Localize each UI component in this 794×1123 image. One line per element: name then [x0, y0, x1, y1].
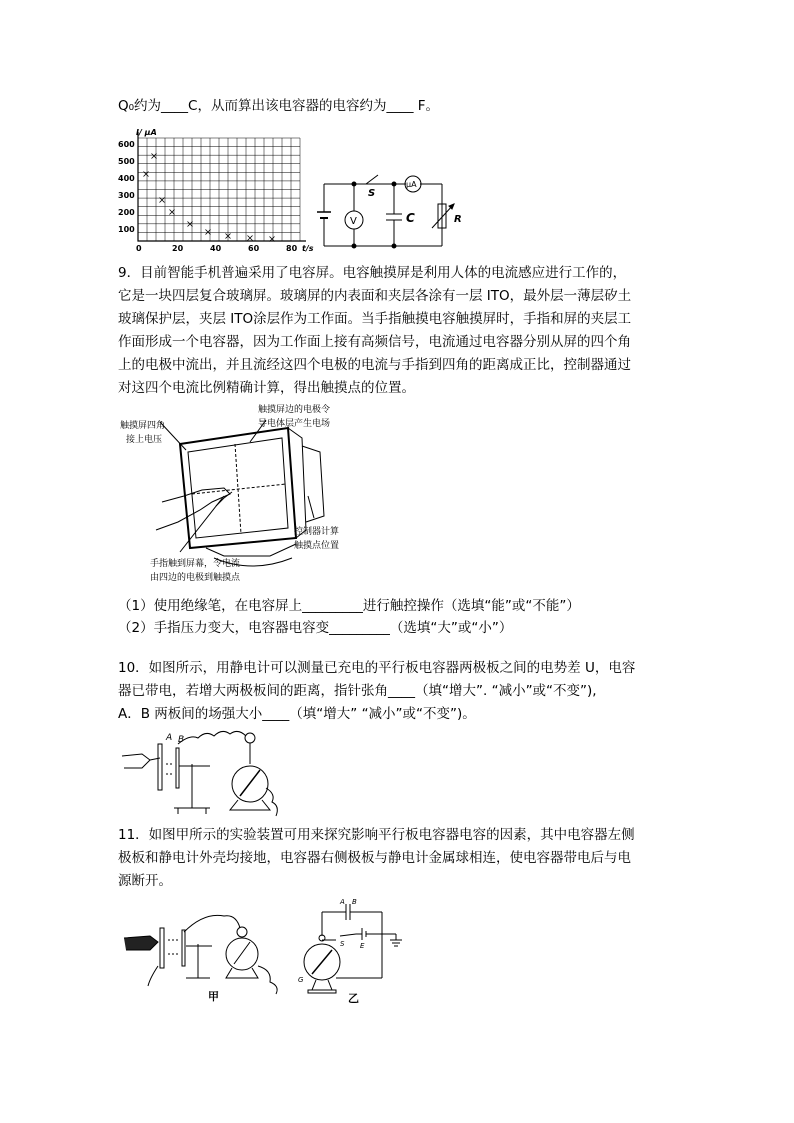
y-tick: 200 — [118, 208, 135, 217]
q10-line: 10．如图所示，用静电计可以测量已充电的平行板电容器两极板之间的电势差 U，电容 — [118, 660, 636, 676]
plate-a-label: A — [166, 733, 173, 743]
q9-line: 对这四个电流比例精确计算，得出触摸点的位置。 — [118, 380, 415, 396]
ammeter-label: μA — [406, 180, 417, 189]
label-edge: 导电体层产生电场 — [258, 419, 331, 429]
q8-text: Q₀约为____C，从而算出该电容器的电容约为____ F。 — [118, 98, 440, 114]
x-tick: 80 — [286, 244, 298, 253]
label-edge: 触摸屏边的电极令 — [258, 405, 331, 415]
plate-a-label: A — [340, 898, 345, 906]
q9-sub1: （1）使用绝缘笔，在电容屏上_________进行触控操作（选填“能”或“不能”） — [118, 598, 580, 614]
q9-line: 它是一块四层复合玻璃屏。玻璃屏的内表面和夹层各涂有一层 ITO，最外层一薄层矽土 — [118, 288, 632, 304]
electrometer-label: G — [298, 976, 304, 984]
q9-sub2: （2）手指压力变大，电容器电容变_________（选填“大”或“小”） — [118, 620, 513, 636]
rc-circuit — [316, 172, 476, 254]
graph-mark — [248, 236, 253, 241]
y-tick: 600 — [118, 140, 135, 149]
plate-b-label: B — [178, 735, 185, 745]
graph-xlabel: t/s — [302, 244, 314, 253]
q9-line: 上的电极中流出，并且流经这四个电极的电流与手指到四角的距离成正比，控制器通过 — [118, 357, 631, 373]
graph-ylabel: I/ μA — [136, 128, 157, 137]
x-tick: 40 — [210, 244, 222, 253]
caption-yi: 乙 — [348, 992, 359, 1004]
label-corner: 接上电压 — [126, 435, 163, 445]
label-finger: 手指触到屏幕，令电流 — [150, 559, 241, 569]
caption-jia: 甲 — [208, 990, 219, 1002]
current-time-graph — [116, 126, 314, 254]
battery-label: E — [360, 942, 365, 950]
capacitor-label: C — [406, 211, 415, 225]
q9-line: 作面形成一个电容器，因为工作面上接有高频信号，电流通过电容器分别从屏的四个角 — [118, 334, 631, 350]
switch-label: S — [340, 940, 345, 948]
resistor-label: R — [454, 214, 462, 225]
y-tick: 100 — [118, 225, 135, 234]
figure-jia — [120, 906, 284, 1002]
q9-line: 9．目前智能手机普遍采用了电容屏。电容触摸屏是利用人体的电流感应进行工作的， — [118, 265, 627, 281]
label-corner: 触摸屏四角 — [120, 421, 166, 431]
q11-line: 极板和静电计外壳均接地，电容器右侧极板与静电计金属球相连，使电容器带电后与电 — [118, 850, 631, 866]
x-tick: 20 — [172, 244, 184, 253]
q10-line: 器已带电，若增大两极板间的距离，指针张角____（填“增大”. “减小”或“不变”), — [118, 683, 597, 699]
y-tick: 500 — [118, 157, 135, 166]
q11-line: 源断开。 — [118, 873, 172, 889]
label-controller: 触摸点位置 — [294, 541, 340, 551]
touchscreen-figure — [120, 398, 380, 584]
y-tick: 400 — [118, 174, 135, 183]
x-tick: 60 — [248, 244, 260, 253]
electrometer-figure — [120, 724, 290, 820]
plate-b-label: B — [352, 898, 357, 906]
label-finger: 由四边的电极到触摸点 — [150, 573, 241, 583]
figure-yi — [296, 894, 406, 1004]
q11-line: 11．如图甲所示的实验装置可用来探究影响平行板电容器电容的因素，其中电容器左侧 — [118, 827, 635, 843]
label-controller: 控制器计算 — [294, 527, 340, 537]
switch-label: S — [368, 188, 376, 199]
y-tick: 300 — [118, 191, 135, 200]
x-tick: 0 — [136, 244, 142, 253]
q9-line: 玻璃保护层，夹层 ITO涂层作为工作面。当手指触摸电容触摸屏时，手指和屏的夹层工 — [118, 311, 632, 327]
q10-line: A．B 两板间的场强大小____（填“增大” “减小”或“不变”)。 — [118, 706, 476, 722]
voltmeter-label: V — [350, 216, 357, 227]
